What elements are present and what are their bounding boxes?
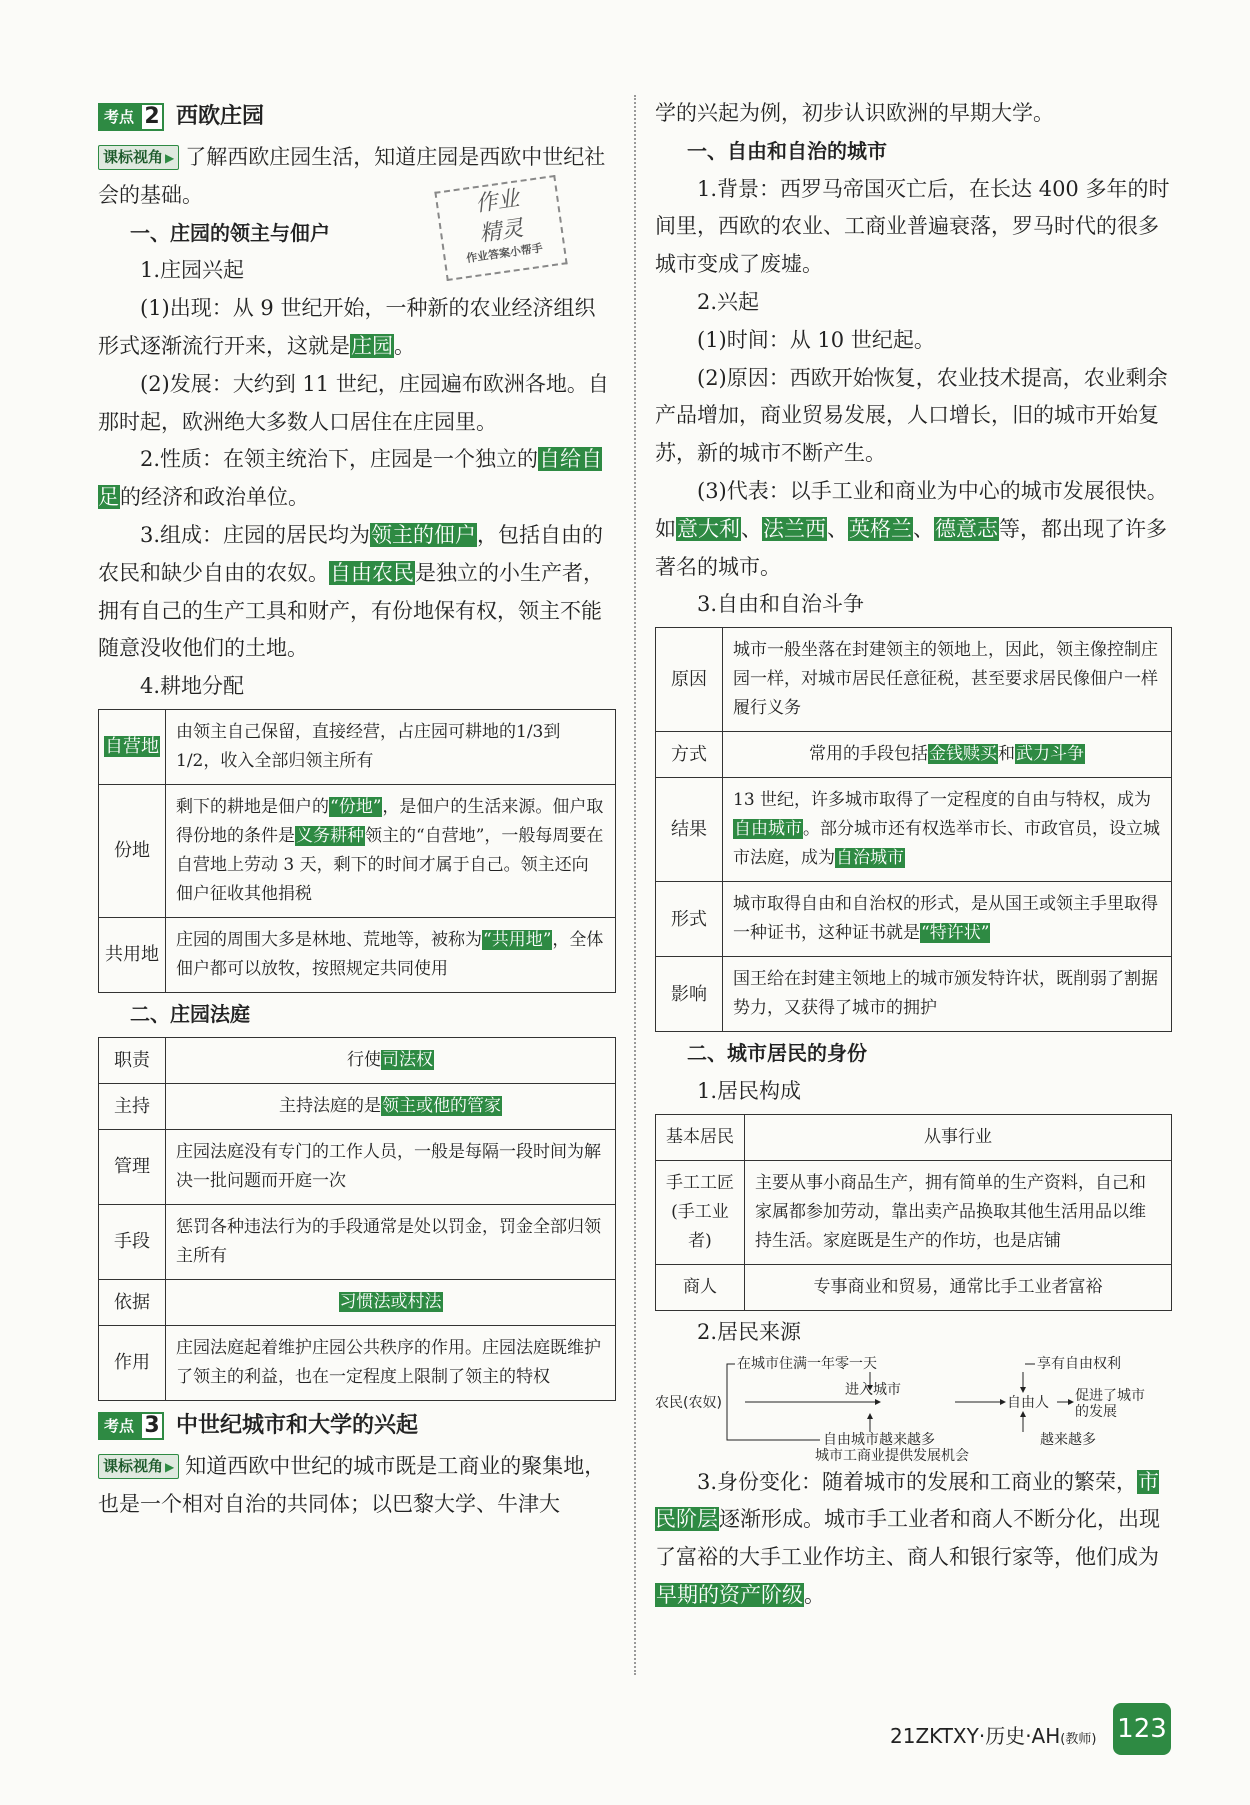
flow-node: 享有自由权利 xyxy=(1037,1355,1121,1372)
section-heading: 一、自由和自治的城市 xyxy=(687,138,887,163)
table-row: 结果 13 世纪，许多城市取得了一定程度的自由与特权，成为自由城市。部分城市还有权选举市长、市政官员，设立城市法庭，成为自治城市 xyxy=(656,778,1172,882)
section-heading: 二、庄园法庭 xyxy=(130,1001,250,1026)
kbsj-badge: 课标视角 ▶ xyxy=(98,1454,179,1479)
paragraph: 4.耕地分配 xyxy=(140,674,245,699)
paragraph: (2)发展：大约到 11 世纪，庄园遍布欧洲各地。自那时起，欧洲绝大多数人口居住在庄园里。 xyxy=(98,371,609,434)
flow-node: 在城市住满一年零一天 xyxy=(737,1355,877,1372)
paragraph: (1)出现：从 9 世纪开始，一种新的农业经济组织形式逐渐流行开来，这就是庄园。 xyxy=(98,296,596,358)
left-column xyxy=(98,95,616,1523)
flow-node: 促进了城市的发展 xyxy=(1075,1387,1145,1420)
kaodian-2-header xyxy=(98,95,616,139)
kaodian-title: 中世纪城市和大学的兴起 xyxy=(176,1412,419,1438)
table-row: 商人 专事商业和贸易，通常比手工业者富裕 xyxy=(656,1264,1172,1310)
highlight: 自给自足 xyxy=(98,447,603,510)
farmland-table xyxy=(98,709,616,993)
paragraph: 1.背景：西罗马帝国灭亡后，在长达 400 多年的时间里，西欧的农业、工商业普遍衰落，罗马时代的很多城市变成了废墟。 xyxy=(655,176,1170,277)
book-code: 21ZKTXY·历史·AH(教师) xyxy=(890,1724,1097,1748)
flow-node: 进入城市 xyxy=(845,1381,901,1398)
city-struggle-table xyxy=(655,627,1172,1032)
table-row: 手段 惩罚各种违法行为的手段通常是处以罚金，罚金全部归领主所有 xyxy=(99,1204,616,1279)
highlight: 庄园 xyxy=(351,333,393,358)
kaodian-number: 3 xyxy=(140,1412,164,1440)
table-row: 管理 庄园法庭没有专门的工作人员，一般是每隔一段时间为解决一批问题而开庭一次 xyxy=(99,1129,616,1204)
table-row: 基本居民 从事行业 xyxy=(656,1114,1172,1160)
table-row: 原因 城市一般坐落在封建领主的领地上，因此，领主像控制庄园一样，对城市居民任意征税，甚至要求居民像佃户一样履行义务 xyxy=(656,628,1172,732)
paragraph: 2.兴起 xyxy=(697,289,760,314)
kaodian-title: 西欧庄园 xyxy=(176,104,265,130)
paragraph: 2.居民来源 xyxy=(697,1319,802,1344)
paragraph: (1)时间：从 10 世纪起。 xyxy=(697,327,935,352)
flow-node: 城市工商业提供发展机会 xyxy=(815,1447,969,1464)
table-row: 主持 主持法庭的是领主或他的管家 xyxy=(99,1083,616,1129)
page-number: 123 xyxy=(1113,1703,1171,1755)
paragraph: 3.组成：庄园的居民均为领主的佃户，包括自由的农民和缺少自由的农奴。自由农民是独立的小生产者，拥有自己的生产工具和财产，有份地保有权，领主不能随意没收他们的土地。 xyxy=(98,522,604,661)
flow-node: 越来越多 xyxy=(1040,1431,1096,1448)
paragraph: 3.自由和自治斗争 xyxy=(697,592,865,617)
table-row: 影响 国王给在封建主领地上的城市颁发特许状，既削弱了割据势力，又获得了城市的拥护 xyxy=(656,957,1172,1032)
kbsj-paragraph: 课标视角 ▶ 知道西欧中世纪的城市既是工商业的聚集地，也是一个相对自治的共同体；以巴黎大学、牛津大 xyxy=(98,1448,616,1524)
paragraph: (2)原因：西欧开始恢复，农业技术提高，农业剩余产品增加，商业贸易发展，人口增长，旧的城市开始复苏，新的城市不断产生。 xyxy=(655,365,1168,466)
section-heading: 一、庄园的领主与佃户 xyxy=(130,220,330,245)
section-heading: 二、城市居民的身份 xyxy=(687,1041,867,1066)
flow-node: 自由城市越来越多 xyxy=(823,1431,935,1448)
kaodian-tag: 考点 xyxy=(98,103,140,131)
kaodian-number: 2 xyxy=(140,103,164,131)
paragraph: (3)代表：以手工业和商业为中心的城市发展很快。如意大利、法兰西、英格兰、德意志等，都出现了许多著名的城市。 xyxy=(655,478,1168,579)
paragraph: 1.居民构成 xyxy=(697,1078,802,1103)
table-row: 份地 剩下的耕地是佃户的“份地”，是佃户的生活来源。佃户取得份地的条件是义务耕种领主的“自营地”，一般每周要在自营地上劳动 3 天，剩下的时间才属于自己。领主还向佃户征收其他捐税 xyxy=(99,784,616,917)
right-column xyxy=(655,95,1172,1615)
table-row: 依据 习惯法或村法 xyxy=(99,1279,616,1325)
table-row: 作用 庄园法庭起着维护庄园公共秩序的作用。庄园法庭既维护了领主的利益，也在一定程度上限制了领主的特权 xyxy=(99,1325,616,1400)
manor-court-table xyxy=(98,1037,616,1401)
kaodian-3-header xyxy=(98,1404,616,1448)
kaodian-tag: 考点 xyxy=(98,1412,140,1440)
flow-node: 农民(农奴) xyxy=(655,1394,722,1411)
table-row: 方式 常用的手段包括金钱赎买和武力斗争 xyxy=(656,732,1172,778)
paragraph: 3.身份变化：随着城市的发展和工商业的繁荣，市民阶层逐渐形成。城市手工业者和商人不断分化，出现了富裕的大手工业作坊主、商人和银行家等，他们成为早期的资产阶级。 xyxy=(655,1469,1160,1607)
paragraph: 1.庄园兴起 xyxy=(140,258,245,283)
paragraph: 学的兴起为例，初步认识欧洲的早期大学。 xyxy=(655,101,1054,125)
resident-source-diagram xyxy=(655,1352,1172,1464)
stamp-watermark: 作业 精灵 作业答案小帮手 xyxy=(434,175,567,281)
kbsj-badge: 课标视角 ▶ xyxy=(98,145,179,170)
flow-node: 自由人 xyxy=(1007,1394,1049,1411)
table-row: 形式 城市取得自由和自治权的形式，是从国王或领主手里取得一种证书，这种证书就是“特许状” xyxy=(656,882,1172,957)
column-divider xyxy=(634,95,636,1675)
paragraph: 2.性质：在领主统治下，庄园是一个独立的自给自足的经济和政治单位。 xyxy=(98,447,603,510)
highlight: 领主的佃户 xyxy=(371,522,477,547)
kbsj-paragraph: 课标视角 ▶ 了解西欧庄园生活，知道庄园是西欧中世纪社会的基础。 xyxy=(98,139,616,215)
highlight: 自由农民 xyxy=(330,560,414,585)
table-row: 手工工匠(手工业者) 主要从事小商品生产，拥有简单的生产资料，自己和家属都参加劳动，靠出卖产品换取其他生活用品以维持生活。家庭既是生产的作坊，也是店铺 xyxy=(656,1160,1172,1264)
table-row: 自营地 由领主自己保留，直接经营，占庄园可耕地的1/3到 1/2，收入全部归领主所有 xyxy=(99,709,616,784)
residents-table xyxy=(655,1114,1172,1311)
table-row: 共用地 庄园的周围大多是林地、荒地等，被称为“共用地”，全体佃户都可以放牧，按照规定共同使用 xyxy=(99,917,616,992)
table-row: 职责 行使司法权 xyxy=(99,1037,616,1083)
